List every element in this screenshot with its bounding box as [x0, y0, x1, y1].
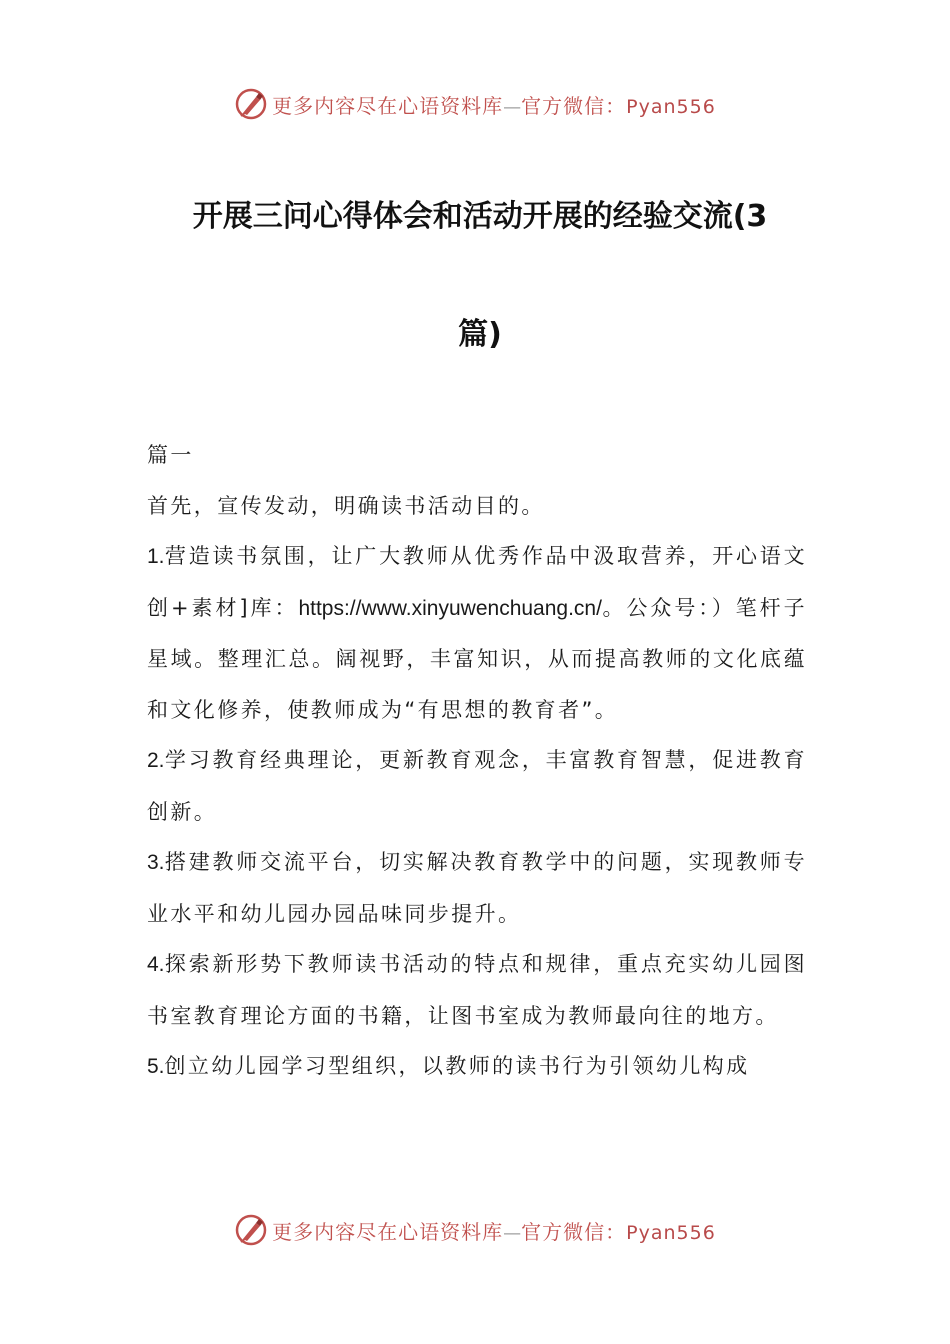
section-heading: 篇一 — [147, 443, 194, 467]
header-banner — [0, 84, 950, 124]
pen-nib-circle-icon — [234, 87, 268, 121]
paragraph: 首先，宣传发动，明确读书活动目的。 — [147, 493, 545, 518]
list-item: 3.搭建教师交流平台，切实解决教育教学中的问题，实现教师专业水平和幼儿园办园品味同步提升。 — [147, 850, 807, 926]
document-body — [147, 430, 807, 1093]
footer-banner — [0, 1210, 950, 1250]
title-line-2: 篇) — [458, 317, 502, 352]
list-item: 2.学习教育经典理论，更新教育观念，丰富教育智慧，促进教育创新。 — [147, 748, 807, 824]
wechat-id: Pyan556 — [626, 1221, 716, 1244]
banner-text: 更多内容尽在心语资料库—官方微信：Pyan556 — [272, 93, 716, 118]
pen-nib-circle-icon — [234, 1213, 268, 1247]
title-line-1: 开展三问心得体会和活动开展的经验交流(3 — [192, 199, 768, 234]
banner-text: 更多内容尽在心语资料库—官方微信：Pyan556 — [272, 1219, 716, 1244]
list-item: 5.创立幼儿园学习型组织，以教师的读书行为引领幼儿构成 — [147, 1054, 750, 1078]
document-title — [140, 158, 820, 394]
list-item: 1.营造读书氛围，让广大教师从优秀作品中汲取营养，开心语文创+素材]库：https://www.xinyuwenchuang.cn/。公众号：）笔杆子星域。整理汇总。阔视野，丰富知识，从而提高教师的文化底蕴和文化修养，使教师成为“有思想的教育者”。 — [147, 544, 807, 722]
list-item: 4.探索新形势下教师读书活动的特点和规律，重点充实幼儿园图书室教育理论方面的书籍，让图书室成为教师最向往的地方。 — [147, 952, 807, 1028]
website-link[interactable]: https://www.xinyuwenchuang.cn/ — [298, 596, 602, 620]
wechat-id: Pyan556 — [626, 95, 716, 118]
